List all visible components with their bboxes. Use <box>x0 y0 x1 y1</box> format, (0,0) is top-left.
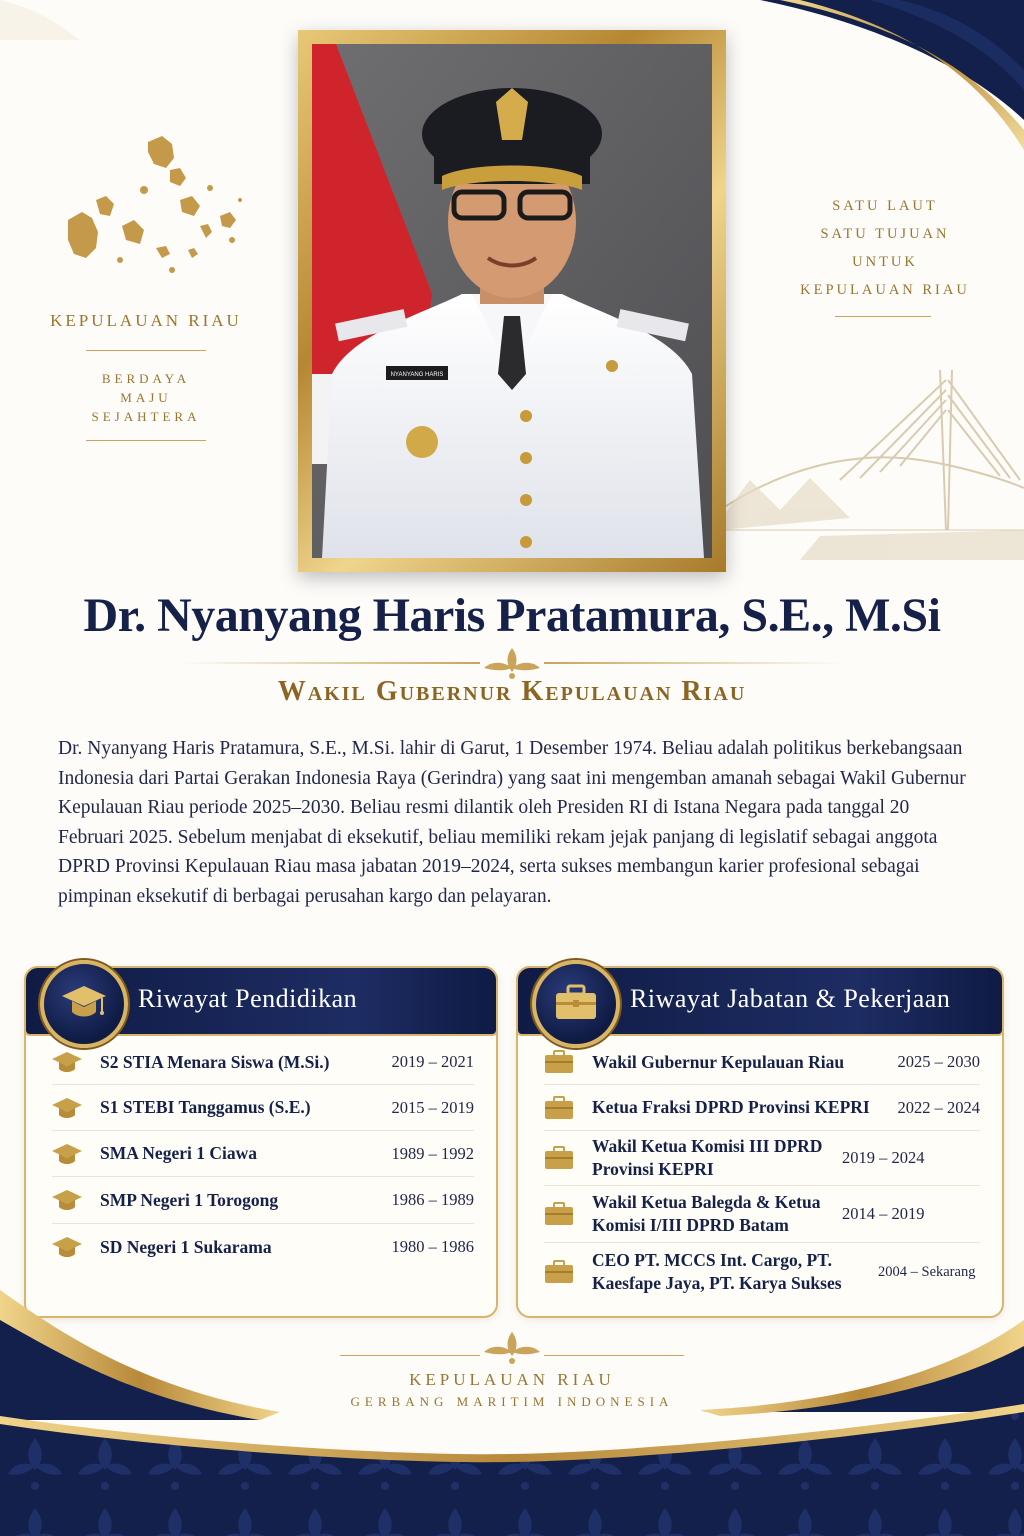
career-position: Ketua Fraksi DPRD Provinsi KEPRI <box>592 1097 870 1117</box>
career-row <box>544 1131 980 1186</box>
bottom-wave-decoration <box>0 1290 1024 1536</box>
left-tag-title: KEPULAUAN RIAU <box>50 311 242 330</box>
education-badge <box>40 960 128 1048</box>
footer-fleur-ornament-icon <box>482 1330 542 1366</box>
left-tag-divider <box>86 350 206 351</box>
career-position: Wakil Ketua Komisi III DPRD Provinsi KEPRI <box>592 1136 823 1179</box>
education-row <box>52 1177 474 1224</box>
briefcase-icon <box>544 1096 574 1120</box>
graduation-cap-icon <box>52 1142 82 1166</box>
name-divider-left <box>180 662 480 664</box>
career-position: Wakil Gubernur Kepulauan Riau <box>592 1051 845 1072</box>
education-years: 1980 – 1986 <box>391 1237 474 1256</box>
career-years: 2022 – 2024 <box>897 1097 980 1117</box>
briefcase-icon <box>544 1050 574 1074</box>
graduation-cap-icon <box>52 1050 82 1074</box>
education-row <box>52 1224 474 1270</box>
right-tag-line-4: KEPULAUAN RIAU <box>800 282 970 298</box>
graduation-cap-icon <box>52 1235 82 1259</box>
education-years: 2015 – 2019 <box>391 1097 474 1117</box>
portrait-frame <box>298 30 726 572</box>
name-divider-right <box>544 662 844 664</box>
footer-divider-right <box>544 1355 684 1356</box>
briefcase-icon <box>544 1260 574 1284</box>
education-years: 1989 – 1992 <box>391 1143 474 1163</box>
career-position: CEO PT. MCCS Int. Cargo, PT. Kaesfape Jaya, PT. Karya Sukses <box>592 1250 842 1293</box>
career-row <box>544 1085 980 1131</box>
career-years: 2004 – Sekarang <box>878 1263 976 1280</box>
biography-text: Dr. Nyanyang Haris Pratamura, S.E., M.Si. lahir di Garut, 1 Desember 1974. Beliau adalah politikus berkebangsaan Indonesia dari Partai Gerakan Indonesia Raya (Gerindra) yang saat ini mengemban amanah sebagai Wakil Gubernur Kepulauan Riau periode 2025–2030. Beliau resmi dilantik oleh Presiden RI di Istana Negara pada tanggal 20 Februari 2025. Sebelum menjabat di eksekutif, beliau memiliki rekam jejak panjang di legislatif sebagai anggota DPRD Provinsi Kepulauan Riau masa jabatan 2019–2024, serta sukses membangun karier profesional sebagai pimpinan eksekutif di berbagai perusahan kargo dan pelayaran. <box>58 738 966 907</box>
left-tag-divider-bottom <box>86 440 206 441</box>
person-name: Dr. Nyanyang Haris Pratamura, S.E., M.Si <box>83 589 941 642</box>
education-years: 2019 – 2021 <box>391 1052 474 1071</box>
kepulauan-riau-map-icon <box>60 130 250 290</box>
footer-divider-left <box>340 1355 480 1356</box>
education-years: 1986 – 1989 <box>391 1190 474 1209</box>
career-title: Riwayat Jabatan & Pekerjaan <box>630 984 951 1013</box>
career-row <box>544 1186 980 1243</box>
bridge-illustration <box>720 360 1024 560</box>
education-school: S1 STEBI Tanggamus (S.E.) <box>100 1097 311 1117</box>
briefcase-icon <box>544 1202 574 1226</box>
education-school: SD Negeri 1 Sukarama <box>100 1236 272 1257</box>
left-tag-motto <box>40 369 252 426</box>
education-title: Riwayat Pendidikan <box>138 984 358 1013</box>
fleur-ornament-icon <box>482 646 542 680</box>
career-years: 2019 – 2024 <box>842 1148 925 1167</box>
education-panel-header <box>24 966 498 1036</box>
motto-line-1: BERDAYA <box>101 371 191 386</box>
career-years: 2014 – 2019 <box>842 1204 925 1223</box>
career-badge <box>532 960 620 1048</box>
graduation-cap-icon <box>52 1096 82 1120</box>
education-panel <box>24 966 498 1318</box>
portrait-photo <box>312 44 712 558</box>
right-tag-line-3: UNTUK <box>852 254 918 270</box>
briefcase-icon <box>554 982 598 1022</box>
career-position: Wakil Ketua Balegda & Ketua Komisi I/III DPRD Batam <box>592 1192 821 1235</box>
career-panel-header <box>516 966 1004 1036</box>
education-school: SMA Negeri 1 Ciawa <box>100 1143 257 1163</box>
motto-line-2: MAJU <box>120 390 172 405</box>
education-school: SMP Negeri 1 Torogong <box>100 1189 279 1210</box>
education-row <box>52 1085 474 1131</box>
career-panel <box>516 966 1004 1318</box>
right-tag-line-2: SATU TUJUAN <box>820 226 950 242</box>
education-row <box>52 1131 474 1177</box>
person-role: Wakil Gubernur Kepulauan Riau <box>277 676 747 707</box>
career-row <box>544 1040 980 1085</box>
graduation-cap-icon <box>62 982 106 1022</box>
footer-subtitle: GERBANG MARITIM INDONESIA <box>350 1394 674 1409</box>
education-school: S2 STIA Menara Siswa (M.Si.) <box>100 1051 330 1072</box>
education-row <box>52 1040 474 1085</box>
right-tag-divider <box>835 316 931 317</box>
graduation-cap-icon <box>52 1188 82 1212</box>
motto-line-3: SEJAHTERA <box>91 409 201 424</box>
right-tag <box>760 192 1010 304</box>
briefcase-icon <box>544 1146 574 1170</box>
career-years: 2025 – 2030 <box>897 1052 980 1071</box>
footer-title: KEPULAUAN RIAU <box>409 1370 615 1389</box>
right-tag-line-1: SATU LAUT <box>832 198 938 214</box>
nameplate-text: NYANYANG HARIS <box>390 372 444 378</box>
